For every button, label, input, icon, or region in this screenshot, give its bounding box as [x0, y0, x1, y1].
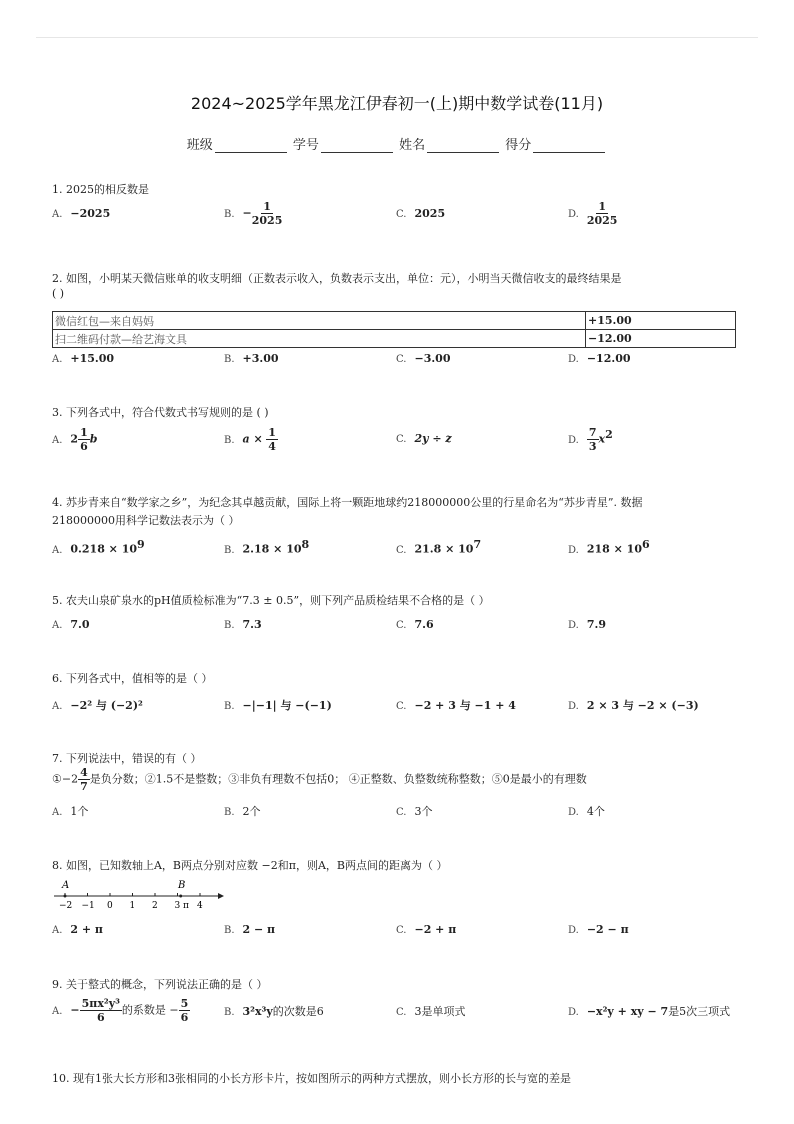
bill-label: 扫二维码付款—给艺海文具 — [53, 330, 586, 348]
number-line-arrow — [218, 893, 224, 899]
q8-option-c[interactable]: C. −2 + π — [396, 923, 457, 936]
score-label: 得分 — [505, 138, 532, 153]
student-info-line — [0, 134, 794, 153]
number-line-tick-label: 0 — [107, 901, 113, 911]
number-line-tick-label: −1 — [81, 901, 95, 911]
name-blank[interactable] — [427, 140, 499, 153]
bill-label: 微信红包—来自妈妈 — [53, 312, 586, 330]
q8-option-a[interactable]: A. 2 + π — [52, 923, 103, 936]
q5-option-c[interactable]: C. 7.6 — [396, 618, 434, 631]
q4-option-d[interactable]: D. $218 \times 10^6$ — [568, 538, 650, 556]
q3-option-c[interactable]: C. 2y ÷ z — [396, 432, 452, 445]
question-4-stem-line2: 218000000用科学记数法表示为（ ） — [52, 514, 240, 527]
number-line-tick-label: 3 — [174, 901, 181, 911]
q8-option-d[interactable]: D. −2 − π — [568, 923, 629, 936]
q1-option-c[interactable]: C. 2025 — [396, 207, 446, 220]
question-7-statements: ①−2 $\frac{4}{7}$ 是负分数；②1.5不是整数；③非负有理数不包括0； ④正整数、负整数统称整数；⑤0是最小的有理数 — [52, 766, 587, 793]
score-blank[interactable] — [533, 140, 605, 153]
q4-option-a[interactable]: A. $0.218 \times 10^9$ — [52, 538, 145, 556]
number-line-figure — [52, 876, 227, 912]
point-b-label: B — [178, 880, 186, 891]
question-4-stem: 4. 苏步青来自“数学家之乡”，为纪念其卓越贡献，国际上将一颗距地球约218000000公里的行星命名为“苏步青星”. 数据 — [52, 496, 643, 509]
class-blank[interactable] — [215, 140, 287, 153]
q9-option-c[interactable]: C. 3是单项式 — [396, 1005, 466, 1018]
q3-option-d[interactable]: D. $\frac{7}{3}$ $x^2$ — [568, 426, 613, 453]
q9-option-d[interactable]: D. −x²y + xy − 7是5次三项式 — [568, 1005, 731, 1018]
table-row — [53, 312, 736, 330]
name-label: 姓名 — [399, 138, 426, 153]
q7-option-d[interactable]: D. 4个 — [568, 805, 605, 818]
number-line-tick-label: −2 — [59, 901, 73, 911]
question-2-stem: 2. 如图，小明某天微信账单的收支明细（正数表示收入，负数表示支出，单位：元），小明当天微信收支的最终结果是 — [52, 272, 622, 285]
q7-option-b[interactable]: B. 2个 — [224, 805, 261, 818]
question-10-stem: 10. 现有1张大长方形和3张相同的小长方形卡片，按如图所示的两种方式摆放，则小长方形的长与宽的差是 — [52, 1072, 571, 1085]
point-a-dot — [64, 895, 67, 898]
bill-value: +15.00 — [586, 312, 736, 330]
q6-option-d[interactable]: D. 2 × 3 与 −2 × (−3) — [568, 699, 699, 712]
class-label: 班级 — [186, 138, 213, 153]
q2-option-b[interactable]: B. +3.00 — [224, 352, 279, 365]
q5-option-b[interactable]: B. 7.3 — [224, 618, 262, 631]
exam-title: 2024~2025学年黑龙江伊春初一(上)期中数学试卷(11月) — [190, 94, 604, 113]
page-top-rule — [36, 37, 758, 38]
question-7-stem: 7. 下列说法中，错误的有（ ） — [52, 752, 202, 765]
question-3-stem: 3. 下列各式中，符合代数式书写规则的是 ( ) — [52, 406, 269, 419]
q4-option-c[interactable]: C. $21.8 \times 10^7$ — [396, 538, 482, 556]
q6-option-a[interactable]: A. −2² 与 (−2)² — [52, 699, 143, 712]
q9-option-a[interactable]: A. − $\frac{\text{5πx²y³}}{6}$ 的系数是 − $\frac{5}{6}$ — [52, 997, 189, 1024]
question-9-stem: 9. 关于整式的概念，下列说法正确的是（ ） — [52, 978, 268, 991]
q1-option-b[interactable]: B. − $\frac{1}{2025}$ — [224, 200, 283, 227]
q2-option-c[interactable]: C. −3.00 — [396, 352, 451, 365]
table-row — [53, 330, 736, 348]
q3-option-b[interactable]: B. a × $\frac{1}{4}$ — [224, 426, 276, 453]
q6-option-b[interactable]: B. −|−1| 与 −(−1) — [224, 699, 332, 712]
q7-option-a[interactable]: A. 1个 — [52, 805, 89, 818]
q3-option-a[interactable]: A. 2 $\frac{1}{6}$ b — [52, 426, 98, 453]
number-line-tick-label: 4 — [197, 901, 203, 911]
q2-option-d[interactable]: D. −12.00 — [568, 352, 631, 365]
wechat-bill-table — [52, 311, 736, 348]
bill-value: −12.00 — [586, 330, 736, 348]
number-blank[interactable] — [321, 140, 393, 153]
question-2-paren: ( ) — [52, 287, 65, 300]
point-a-label: A — [62, 880, 70, 891]
q9-option-b[interactable]: B. 3²x³y的次数是6 — [224, 1005, 324, 1018]
number-line-tick-label: 1 — [129, 901, 136, 911]
q6-option-c[interactable]: C. −2 + 3 与 −1 + 4 — [396, 699, 516, 712]
question-5-stem: 5. 农夫山泉矿泉水的pH值质检标准为“7.3 ± 0.5”，则下列产品质检结果不合格的是（ ） — [52, 594, 490, 607]
question-8-stem: 8. 如图，已知数轴上A，B两点分别对应数 −2和π，则A，B两点间的距离为（ ） — [52, 859, 448, 872]
q1-option-d[interactable]: D. $\frac{1}{2025}$ — [568, 200, 618, 227]
q5-option-d[interactable]: D. 7.9 — [568, 618, 606, 631]
number-label: 学号 — [292, 138, 319, 153]
q7-option-c[interactable]: C. 3个 — [396, 805, 433, 818]
q8-option-b[interactable]: B. 2 − π — [224, 923, 276, 936]
q4-option-b[interactable]: B. $2.18 \times 10^8$ — [224, 538, 310, 556]
q5-option-a[interactable]: A. 7.0 — [52, 618, 90, 631]
pi-label: π — [183, 901, 189, 911]
question-1-stem: 1. 2025的相反数是 — [52, 183, 149, 196]
q1-option-a[interactable]: A. −2025 — [52, 207, 111, 220]
q2-option-a[interactable]: A. +15.00 — [52, 352, 115, 365]
point-b-dot — [179, 895, 182, 898]
number-line-tick-label: 2 — [152, 901, 158, 911]
question-6-stem: 6. 下列各式中，值相等的是（ ） — [52, 672, 213, 685]
